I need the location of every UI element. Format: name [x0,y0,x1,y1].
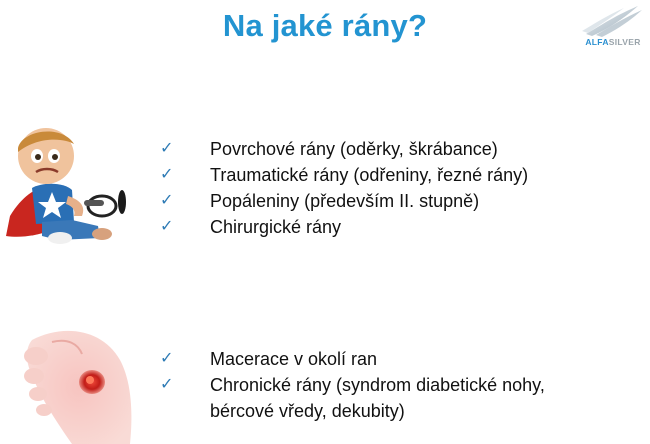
logo-silver: SILVER [608,37,641,47]
list-item [160,372,545,398]
list-item-text: bércové vředy, dekubity) [210,401,405,421]
page-title: Na jaké rány? [222,8,428,43]
checkmark-icon: ✓ [160,218,174,235]
checkmark-icon: ✓ [160,376,174,393]
injured-boy-illustration [2,126,136,250]
checkmark-icon: ✓ [160,166,174,183]
list-item-text: Traumatické rány (odřeniny, řezné rány) [210,165,529,185]
checkmark-icon: ✓ [160,350,174,367]
list-item-text: Popáleniny (především II. stupně) [210,191,480,211]
list-item [160,346,545,372]
list-item [160,136,528,162]
list-item-text: Povrchové rány (oděrky, škrábance) [210,139,498,159]
logo-wordmark [580,37,646,47]
list-item [160,188,528,214]
checkmark-icon: ✓ [160,192,174,209]
logo-swoosh-icon [580,4,646,38]
chronic-wound-list [160,346,545,424]
foot-wound-illustration [12,320,136,444]
list-item-continuation [160,398,545,424]
logo-alfa: ALFA [585,37,609,47]
list-item [160,214,528,240]
list-item [160,162,528,188]
alfasilver-logo [580,4,646,48]
list-item-text: Chronické rány (syndrom diabetické nohy, [210,375,545,395]
checkmark-icon: ✓ [160,140,174,157]
list-item-text: Macerace v okolí ran [210,349,378,369]
list-item-text: Chirurgické rány [210,217,342,237]
wound-types-list [160,136,528,240]
